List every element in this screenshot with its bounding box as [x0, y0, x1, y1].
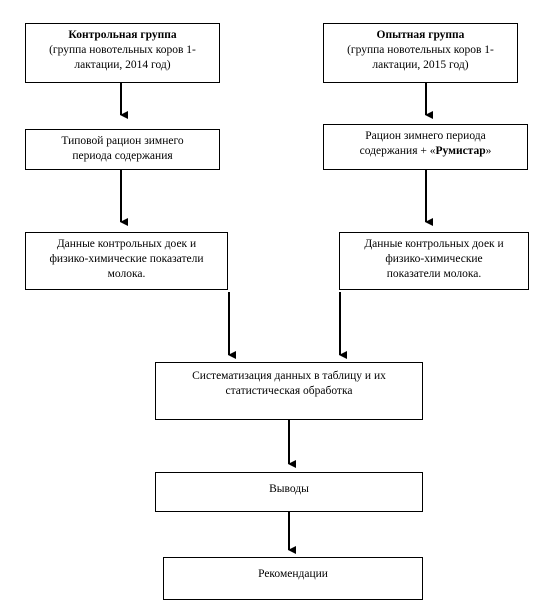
- systematization-box: [155, 362, 423, 420]
- control-group-title: Контрольная группа: [68, 29, 177, 41]
- rumistar-label: Румистар: [435, 145, 486, 157]
- experimental-group-title: Опытная группа: [376, 29, 465, 41]
- recommendations-label: Рекомендации: [258, 568, 328, 580]
- recommendations-box: [163, 557, 423, 600]
- control-data-line3: молока.: [107, 268, 146, 280]
- conclusions-label: Выводы: [269, 483, 309, 495]
- experimental-ration-box: [323, 124, 528, 170]
- control-group-box: [25, 23, 220, 83]
- control-group-line1: (группа новотельных коров 1-: [49, 44, 196, 56]
- experimental-group-box: [323, 23, 518, 83]
- experimental-ration-line2-suffix: »: [485, 145, 492, 157]
- control-data-line2: физико-химические показатели: [49, 253, 204, 265]
- control-ration-line2: периода содержания: [72, 150, 173, 162]
- experimental-data-line2: физико-химические: [385, 253, 483, 265]
- control-data-line1: Данные контрольных доек и: [56, 238, 197, 250]
- experimental-ration-line2-prefix: содержания + «: [359, 145, 436, 157]
- control-ration-box: [25, 129, 220, 170]
- systematization-line1: Систематизация данных в таблицу и их: [192, 370, 386, 382]
- experimental-data-box: [339, 232, 529, 290]
- control-group-line2: лактации, 2014 год): [74, 59, 171, 71]
- experimental-group-line1: (группа новотельных коров 1-: [347, 44, 494, 56]
- experimental-ration-line1: Рацион зимнего периода: [365, 130, 486, 142]
- control-data-box: [25, 232, 228, 290]
- experimental-ration-line2: [324, 144, 527, 159]
- control-ration-line1: Типовой рацион зимнего: [61, 135, 184, 147]
- experimental-group-line2: лактации, 2015 год): [372, 59, 469, 71]
- experimental-data-line3: показатели молока.: [386, 268, 482, 280]
- experimental-data-line1: Данные контрольных доек и: [364, 238, 504, 250]
- conclusions-box: [155, 472, 423, 512]
- systematization-line2: статистическая обработка: [225, 385, 353, 397]
